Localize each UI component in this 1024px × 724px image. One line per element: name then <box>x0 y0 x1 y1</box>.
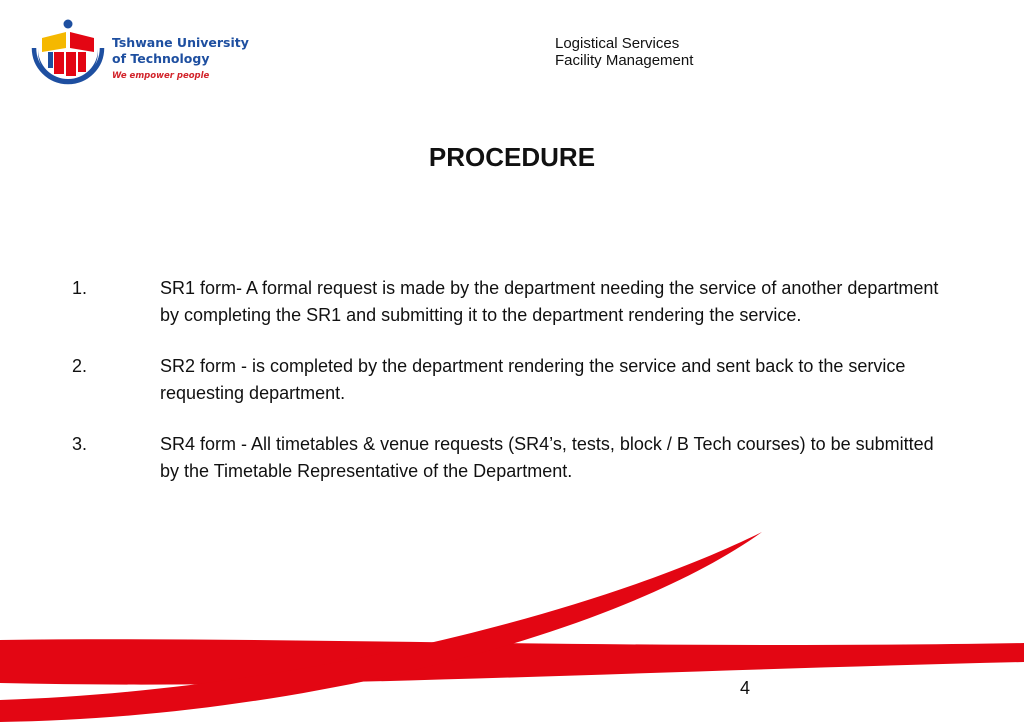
header-line2: Facility Management <box>555 52 694 69</box>
university-name-line2: of Technology <box>112 51 210 66</box>
item-number: 3. <box>72 434 88 454</box>
university-name-line1: Tshwane University <box>112 35 249 50</box>
item-text: SR4 form - All timetables & venue requests (SR4’s, tests, block / B Tech courses) to be submitted by the Timetable Representative of the Department. <box>160 434 934 481</box>
university-tagline: We empower people <box>112 71 210 81</box>
item-number: 1. <box>72 278 88 298</box>
item-text: SR1 form- A formal request is made by the department needing the service of another department by completing the SR1 and submitting it to the department rendering the service. <box>160 278 939 325</box>
page-title: PROCEDURE <box>428 142 596 172</box>
page-number: 4 <box>740 678 751 698</box>
item-number: 2. <box>72 356 88 376</box>
item-text: SR2 form - is completed by the department rendering the service and sent back to the service requesting department. <box>160 356 906 403</box>
header-line1: Logistical Services <box>555 35 680 52</box>
